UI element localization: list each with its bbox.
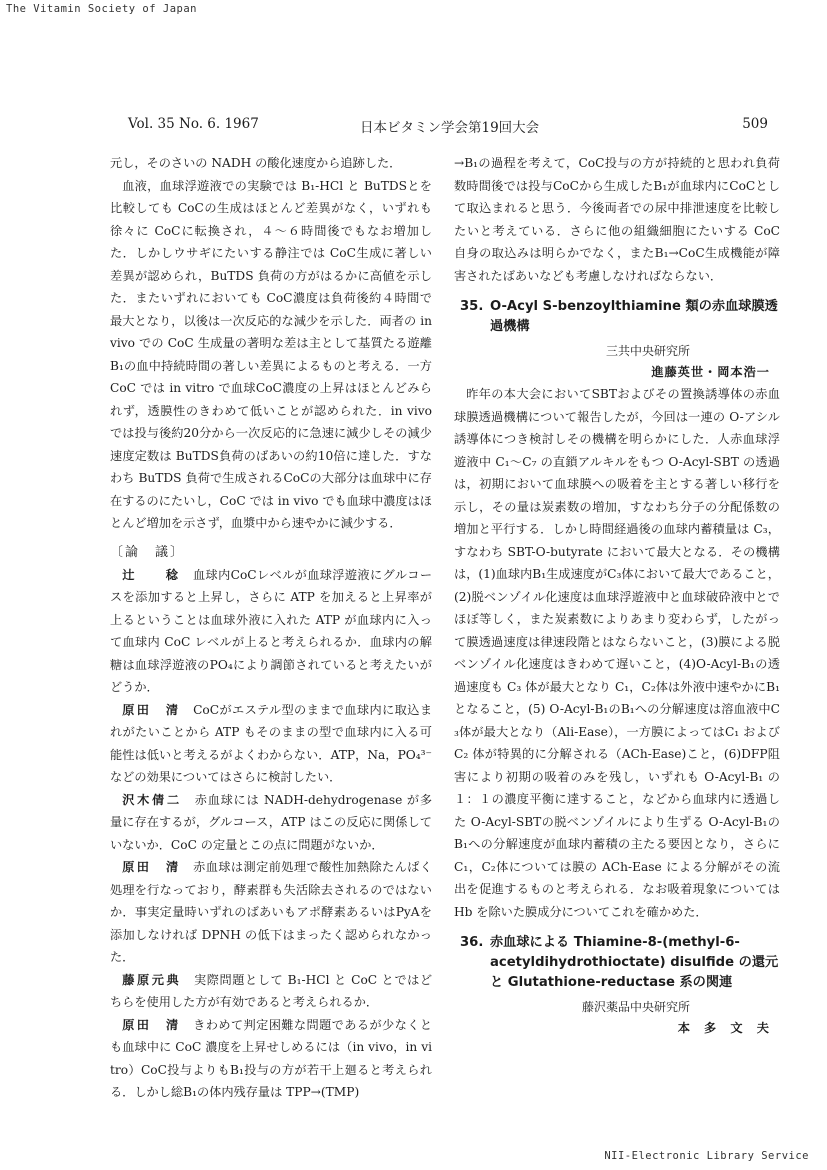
watermark-bottom: NII-Electronic Library Service xyxy=(604,1150,809,1162)
left-column xyxy=(110,152,432,1104)
watermark-top: The Vitamin Society of Japan xyxy=(6,3,198,15)
discussion-entry xyxy=(110,1014,432,1104)
discussion-text: きわめて判定困難な問題であるが少なくとも血球中に CoC 濃度を上昇せしめるには（in vivo，in vitro）CoC投与よりもB₁投与の方が若干上廻ると考えられる．しかし総B₁の体内残存量は TPP→(TMP) xyxy=(110,1017,433,1099)
discussion-entry xyxy=(110,699,432,789)
section-35-affiliation: 三共中央研究所 xyxy=(605,344,690,358)
discussion-text: 血球内CoCレベルが血球浮遊液にグルコースを添加すると上昇し，さらに ATP を加えると上昇率が上るということは血球外液に入れた ATP が血球内に入って血球内 CoC レベルが上ると考えられるか．血球内の解糖は血球浮遊液のPO₄により調節されていると考えたいがどうか． xyxy=(110,567,433,694)
conference-title: 日本ビタミン学会第19回大会 xyxy=(360,120,540,136)
discussion-entry xyxy=(110,564,432,699)
left-paragraph-continued: 元し，そのさいの NADH の酸化速度から追跡した． xyxy=(110,156,402,170)
discussion-entry xyxy=(110,789,432,857)
speaker-name: 原田 清 xyxy=(122,1017,181,1032)
discussion-text: CoCがエステル型のままで血球内に取込まれがたいことから ATP もそのままの型で血球内に入る可能性は低いと考えるがよくわからない．ATP，Na，PO₄³⁻ などの効果についてはさらに検討したい． xyxy=(110,702,433,784)
speaker-name: 藤原元典 xyxy=(122,972,182,987)
discussion-text: 赤血球は測定前処理で酸性加熱除たんぱく処理を行なっており，酵素群も失活除去されるのではないか．事実定量時いずれのばあいもアポ酵素あるいはPyAを添加しなければ DPNH の低下はまったく認められなかった． xyxy=(110,860,433,964)
page-number: 509 xyxy=(742,116,768,132)
right-paragraph-continued: →B₁の過程を考えて，CoC投与の方が持続的と思われ負荷数時間後では投与CoCから生成したB₁が血球内にCoCとして取込まれると思う．今後両者での尿中排泄速度を比較したいと考えている．さらに他の組織細胞にたいする CoC 自身の取込みは明らかでなく，またB₁→CoC生成機能が障害されたばあいなども考慮しなければならない． xyxy=(454,156,780,283)
section-35-body: 昨年の本大会においてSBTおよびその置換誘導体の赤血球膜透過機構について報告したが，今回は一連の O-アシル誘導体につき検討しその機構を明らかにした．人赤血球浮遊液中 C₁～C₇ の直鎖アルキルをもつ O-Acyl-SBT の透過は，初期において血球膜への吸着を主とする著しい移行を示し，その量は炭素数の増加，すなわち分子の分配係数の増加と平行する．しかし時間経過後の血球内蓄積量は C₃，すなわち SBT-O-butyrate において最大となる．その機構は，(1)血球内B₁生成速度がC₃体において最大であること，(2)脱ベンゾイル化速度は血球浮遊液中と血球破砕液中とでほぼ等しく，また炭素数によりあまり変わらず，したがって膜透過速度は律速段階とはならないこと，(3)膜による脱ベンゾイル化速度はきわめて遅いこと，(4)O-Acyl-B₁の透過速度も C₃ 体が最大となり C₁，C₂体は外液中速やかにB₁となること，(5) O-Acyl-B₁のB₁への分解速度は溶血液中C₃体が最大となり（Ali-Ease），一方膜によってはC₁ および C₂ 体が特異的に分解される（ACh-Ease)こと，(6)DFP阻害により初期の吸着のみを残し，いずれも O-Acyl-B₁ の１：１の濃度平衡に達すること，などから血球内に透過した O-Acyl-SBTの脱ベンゾイルにより生ずる O-Acyl-B₁のB₁への分解速度が血球内蓄積の主たる要因となり，さらに C₁，C₂体については膜の ACh-Ease による分解がその流出を促進するものと考えられる．なお吸着現象については Hb を除いた膜成分についてこれを確かめた． xyxy=(454,387,780,919)
section-35-authors: 進藤英世・岡本浩一 xyxy=(651,365,770,379)
discussion-text: 実際問題として B₁-HCl と CoC とではどちらを使用した方が有効であると考えられるか． xyxy=(110,972,433,1009)
section-36-affiliation: 藤沢薬品中央研究所 xyxy=(581,1000,690,1014)
section-number: 36. xyxy=(460,935,484,950)
section-36-authors: 本 多 文 夫 xyxy=(677,1021,770,1035)
speaker-name: 辻 稔 xyxy=(122,567,181,582)
section-title-text: 赤血球による Thiamine-8-(methyl-6-acetyldihydrothioctate) disulfide の還元と Glutathione-reductase 系の関連 xyxy=(490,935,779,990)
right-column xyxy=(454,152,780,1039)
left-paragraph-results: 血液，血球浮遊液での実験では B₁-HCl と BuTDSとを比較しても CoCの生成はほとんど差異がなく，いずれも徐々に CoCに転換され，４～６時間後でもなお増加した．しかしウサギにたいする静注では CoC生成に著しい差異が認められ，BuTDS 負荷の方がはるかに高値を示した．またいずれにおいても CoC濃度は負荷後約４時間で最大となり，以後は一次反応的な減少を示した．両者の in vivo での CoC 生成量の著明な差は主として基質たる遊離B₁の血中持続時間の著しい差異によるものと考える．一方CoC では in vitro で血球CoC濃度の上昇はほとんどみられず，透膜性のきわめて低いことが認められた．in vivo では投与後約20分から一次反応的に急速に減少しその減少速度定数は BuTDS負荷のばあいの約10倍に達した．すなわち BuTDS 負荷で生成されるCoCの大部分は血球中に存在するのにたいし，CoC では in vivo でも血球中濃度はほとんど増加を示さず，血漿中から速やかに減少する． xyxy=(110,178,432,530)
speaker-name: 沢木倩二 xyxy=(122,792,182,807)
discussion-text: 赤血球には NADH-dehydrogenase が多量に存在するが，グルコース，ATP はこの反応に関係していないか．CoC の定量とこの点に問題がないか． xyxy=(110,792,433,852)
section-35-title xyxy=(454,297,780,337)
volume-info: Vol. 35 No. 6. 1967 xyxy=(128,116,259,132)
discussion-entry xyxy=(110,969,432,1014)
speaker-name: 原田 清 xyxy=(122,702,181,717)
page-header xyxy=(128,116,768,140)
discussion-entry xyxy=(110,856,432,969)
speaker-name: 原田 清 xyxy=(122,860,181,874)
section-number: 35. xyxy=(460,299,484,314)
section-title-text: O-Acyl S-benzoylthiamine 類の赤血球膜透過機構 xyxy=(490,299,778,334)
section-36-title xyxy=(454,933,780,993)
discussion-heading: 〔論 議〕 xyxy=(110,544,186,560)
